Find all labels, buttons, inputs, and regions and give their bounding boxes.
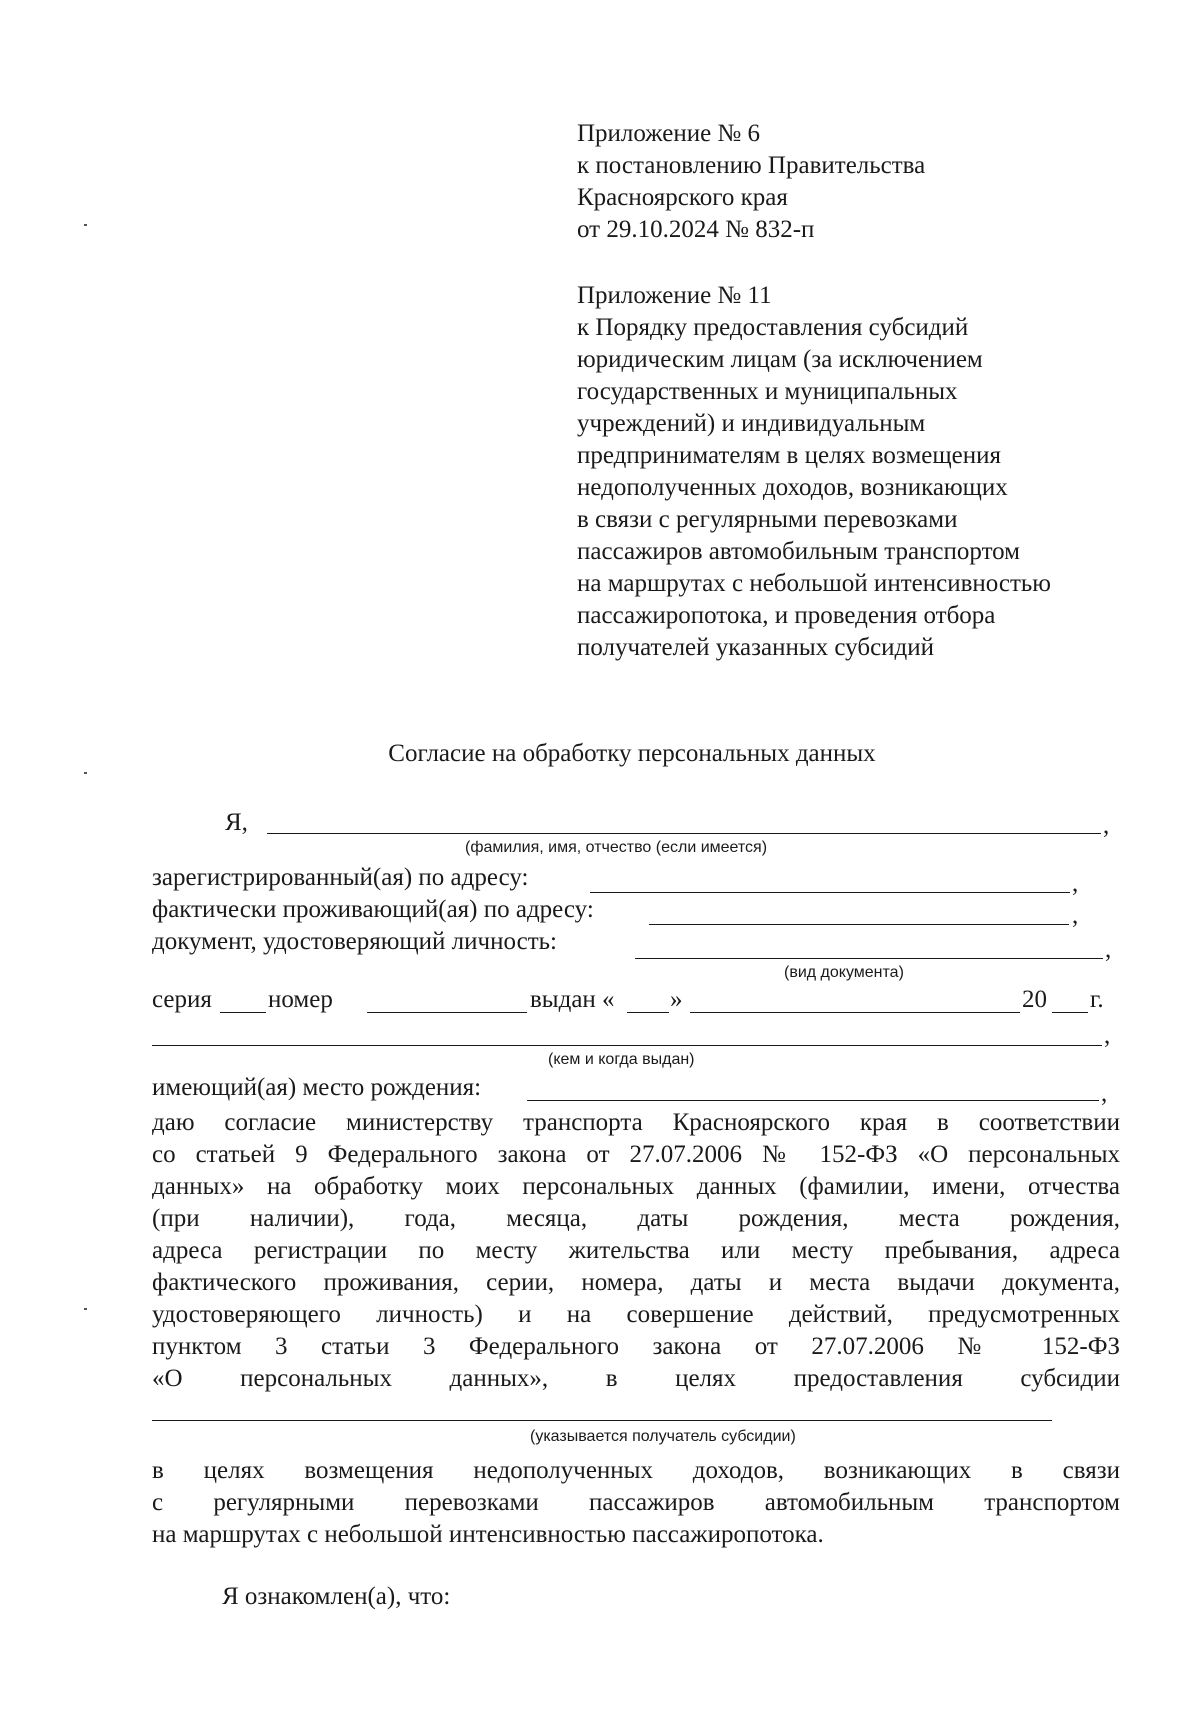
fio-field[interactable] [267,833,1101,834]
year-prefix: 20 [1022,986,1047,1013]
appendix-11-line: юридическим лицам (за исключением [577,346,983,373]
issued-label: выдан « [530,986,615,1013]
comma: , [1072,902,1079,929]
scan-speck [84,1308,87,1310]
issued-year-field[interactable] [1052,1012,1088,1013]
issued-month-field[interactable] [690,1012,1020,1013]
actual-address-label: фактически проживающий(ая) по адресу: [152,896,594,923]
recipient-hint: (указывается получатель субсидии) [530,1428,796,1445]
comma: , [1104,1022,1111,1049]
appendix-11-line: недополученных доходов, возникающих [577,474,1008,501]
appendix-11-line: пассажиропотока, и проведения отбора [577,602,996,629]
appendix-11-line: предпринимателям в целях возмещения [577,442,1001,469]
comma: , [1101,1080,1108,1107]
comma: , [1105,936,1112,963]
appendix-11-line: учреждений) и индивидуальным [577,410,926,437]
birthplace-field[interactable] [527,1100,1099,1101]
appendix-11-line: на маршрутах с небольшой интенсивностью [577,570,1051,597]
comma: , [1072,870,1079,897]
registered-address-label: зарегистрированный(ая) по адресу: [152,864,529,891]
scan-speck [84,772,87,774]
consent-line: «О персональных данных», в целях предоставления субсидии [152,1365,1120,1392]
appendix-6-line: Приложение № 6 [577,120,761,147]
consent-line: удостоверяющего личность) и на совершение действий, предусмотренных [152,1301,1120,1328]
subsidy-recipient-field[interactable] [152,1420,1052,1421]
number-field[interactable] [367,1012,527,1013]
series-label: серия [152,986,212,1013]
issued-day-field[interactable] [627,1012,669,1013]
purpose-line: на маршрутах с небольшой интенсивностью пассажиропотока. [152,1521,824,1548]
scan-speck [84,224,87,226]
appendix-11-line: Приложение № 11 [577,282,772,309]
identity-document-label: документ, удостоверяющий личность: [152,928,557,955]
appendix-6-line: от 29.10.2024 № 832-п [577,216,815,243]
appendix-11-line: пассажиров автомобильным транспортом [577,538,1021,565]
actual-address-field[interactable] [649,924,1069,925]
consent-line: даю согласие министерству транспорта Красноярского края в соответствии [152,1109,1120,1136]
consent-line: фактического проживания, серии, номера, даты и места выдачи документа, [152,1269,1120,1296]
acknowledgement-line: Я ознакомлен(а), что: [222,1583,451,1610]
appendix-11-line: получателей указанных субсидий [577,634,935,661]
series-field[interactable] [220,1012,266,1013]
consent-line: со статьей 9 Федерального закона от 27.07.2006 № 152-ФЗ «О персональных [152,1141,1120,1168]
identity-document-field[interactable] [635,958,1103,959]
comma: , [1103,812,1110,839]
appendix-11-line: государственных и муниципальных [577,378,958,405]
consent-line: (при наличии), года, месяца, даты рождения, места рождения, [152,1205,1120,1232]
appendix-6-line: к постановлению Правительства [577,152,926,179]
registered-address-field[interactable] [590,892,1070,893]
appendix-11-line: в связи с регулярными перевозками [577,506,958,533]
purpose-line: с регулярными перевозками пассажиров автомобильным транспортом [152,1489,1120,1516]
purpose-line: в целях возмещения недополученных доходов, возникающих в связи [152,1457,1120,1484]
birthplace-label: имеющий(ая) место рождения: [152,1074,482,1101]
year-suffix: г. [1090,986,1104,1013]
consent-line: адреса регистрации по месту жительства или месту пребывания, адреса [152,1237,1120,1264]
consent-line: данных» на обработку моих персональных данных (фамилии, имени, отчества [152,1173,1120,1200]
doc-type-hint: (вид документа) [784,964,904,981]
number-label: номер [268,986,333,1013]
issuer-field[interactable] [152,1045,1102,1046]
appendix-11-line: к Порядку предоставления субсидий [577,314,969,341]
issued-close: » [670,986,683,1013]
issuer-hint: (кем и когда выдан) [548,1051,695,1068]
page-title: Согласие на обработку персональных данных [388,740,876,767]
consent-line: пунктом 3 статьи 3 Федерального закона от 27.07.2006 № 152-ФЗ [152,1333,1120,1360]
fio-hint: (фамилия, имя, отчество (если имеется) [465,839,768,856]
appendix-6-line: Красноярского края [577,184,788,211]
i-label: Я, [225,809,248,836]
